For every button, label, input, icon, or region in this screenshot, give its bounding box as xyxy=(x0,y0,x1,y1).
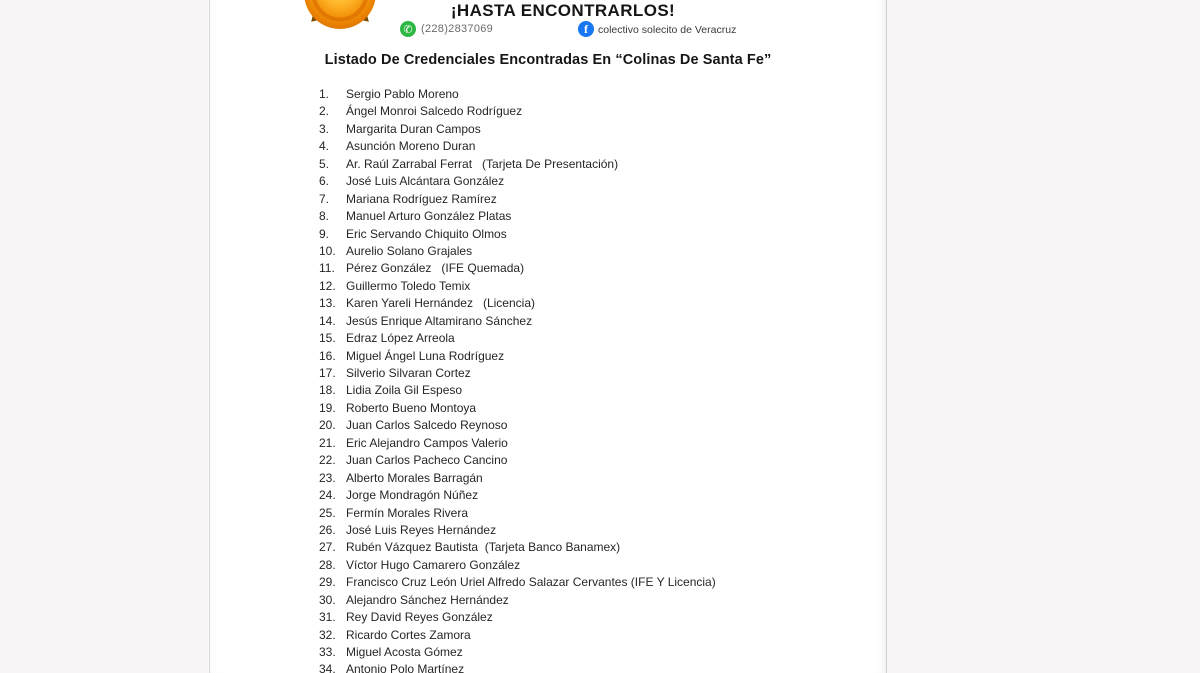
document-page xyxy=(209,0,887,673)
list-item-name: Miguel Ángel Luna Rodríguez xyxy=(346,348,505,363)
list-item-number: 28. xyxy=(319,557,336,572)
list-item xyxy=(319,121,716,138)
list-item xyxy=(319,644,716,661)
list-item-name: Juan Carlos Pacheco Cancino xyxy=(346,453,508,468)
list-item xyxy=(319,539,716,556)
list-item-number: 11. xyxy=(319,261,335,276)
list-item xyxy=(319,156,716,173)
list-item xyxy=(319,470,716,487)
list-item-name: Jorge Mondragón Núñez xyxy=(346,488,479,503)
whatsapp-phone: (228)2837069 xyxy=(421,23,494,35)
list-item xyxy=(319,313,716,330)
list-item-number: 10. xyxy=(319,243,336,258)
facebook-icon: f xyxy=(578,21,594,37)
list-item xyxy=(319,226,716,243)
list-item-number: 27. xyxy=(319,540,336,555)
list-item-name: Miguel Acosta Gómez xyxy=(346,645,463,659)
list-item-number: 6. xyxy=(319,174,330,189)
list-item-name: Juan Carlos Salcedo Reynoso xyxy=(346,418,508,433)
list-item-name: Rubén Vázquez Bautista (Tarjeta Banco Banamex) xyxy=(346,540,621,555)
list-item xyxy=(319,295,716,312)
list-item xyxy=(319,487,716,504)
list-item-name: Eric Servando Chiquito Olmos xyxy=(346,226,507,241)
list-item-number: 7. xyxy=(319,191,330,206)
list-item-name: José Luis Reyes Hernández xyxy=(346,522,497,537)
list-item-name: Víctor Hugo Camarero González xyxy=(346,557,521,572)
list-item-number: 34. xyxy=(319,662,336,673)
list-item xyxy=(319,330,716,347)
list-item-number: 24. xyxy=(319,488,336,503)
list-item-number: 4. xyxy=(319,139,330,154)
list-item-name: Rey David Reyes González xyxy=(346,610,493,625)
list-item-name: Aurelio Solano Grajales xyxy=(346,243,473,258)
list-item-number: 20. xyxy=(319,418,336,433)
list-item-number: 16. xyxy=(319,348,336,363)
list-item xyxy=(319,86,716,103)
whatsapp-icon: ✆ xyxy=(400,21,416,37)
list-item xyxy=(319,505,716,522)
list-item xyxy=(319,260,716,277)
list-item xyxy=(319,208,716,225)
list-item xyxy=(319,382,716,399)
list-item-name: Alejandro Sánchez Hernández xyxy=(346,592,509,607)
list-item-number: 17. xyxy=(319,366,336,380)
list-item-number: 19. xyxy=(319,400,336,415)
list-item-number: 12. xyxy=(319,278,336,293)
list-item-number: 31. xyxy=(319,610,336,625)
list-item-number: 30. xyxy=(319,592,336,607)
list-item xyxy=(319,435,716,452)
list-item xyxy=(319,592,716,609)
list-item xyxy=(319,661,716,673)
list-item-number: 21. xyxy=(319,435,336,450)
list-item xyxy=(319,574,716,591)
list-item-name: Jesús Enrique Altamirano Sánchez xyxy=(346,313,533,328)
list-item-name: José Luis Alcántara González xyxy=(346,174,505,189)
list-item-name: Roberto Bueno Montoya xyxy=(346,400,477,415)
list-item-number: 22. xyxy=(319,453,336,468)
credentials-list xyxy=(319,86,716,673)
list-item-name: Pérez González (IFE Quemada) xyxy=(346,261,525,276)
list-item-name: Guillermo Toledo Temix xyxy=(346,278,471,293)
list-item-name: Silverio Silvaran Cortez xyxy=(346,366,471,380)
list-item-number: 14. xyxy=(319,313,336,328)
list-item-name: Sergio Pablo Moreno xyxy=(346,87,459,101)
list-item-name: Karen Yareli Hernández (Licencia) xyxy=(346,296,535,311)
list-item-number: 3. xyxy=(319,121,330,136)
list-item xyxy=(319,365,716,382)
list-item-number: 25. xyxy=(319,505,336,520)
list-item-name: Antonio Polo Martínez xyxy=(346,662,465,673)
list-item xyxy=(319,138,716,155)
list-item xyxy=(319,557,716,574)
page-title: Listado De Credenciales Encontradas En “Colinas De Santa Fe” xyxy=(324,52,772,68)
list-item-name: Eric Alejandro Campos Valerio xyxy=(346,435,508,450)
list-item-name: Fermín Morales Rivera xyxy=(346,505,469,520)
list-item-name: Mariana Rodríguez Ramírez xyxy=(346,191,497,206)
list-item-name: Lidia Zoila Gil Espeso xyxy=(346,383,463,398)
list-item-number: 33. xyxy=(319,645,336,659)
list-item xyxy=(319,173,716,190)
slogan-text: ¡HASTA ENCONTRARLOS! xyxy=(450,1,676,20)
list-item-name: Asunción Moreno Duran xyxy=(346,139,476,154)
list-item xyxy=(319,103,716,120)
list-item-number: 32. xyxy=(319,627,336,642)
list-item xyxy=(319,348,716,365)
contact-row xyxy=(210,20,886,38)
list-item-number: 23. xyxy=(319,470,336,485)
facebook-label: colectivo solecito de Veracruz xyxy=(598,24,737,36)
list-item-name: Francisco Cruz León Uriel Alfredo Salazar Cervantes (IFE Y Licencia) xyxy=(346,575,716,590)
list-item-name: Margarita Duran Campos xyxy=(346,121,481,136)
list-item xyxy=(319,522,716,539)
list-item-name: Ángel Monroi Salcedo Rodríguez xyxy=(346,104,523,119)
list-item-number: 15. xyxy=(319,331,336,346)
list-item-number: 18. xyxy=(319,383,336,398)
list-item-number: 2. xyxy=(319,104,330,119)
list-item-name: Ar. Raúl Zarrabal Ferrat (Tarjeta De Presentación) xyxy=(346,156,619,171)
list-item-name: Edraz López Arreola xyxy=(346,331,455,346)
list-item xyxy=(319,243,716,260)
list-item xyxy=(319,417,716,434)
list-item-number: 29. xyxy=(319,575,336,590)
list-item xyxy=(319,400,716,417)
list-item-name: Ricardo Cortes Zamora xyxy=(346,627,471,642)
list-item xyxy=(319,609,716,626)
list-item-number: 5. xyxy=(319,156,330,171)
list-item xyxy=(319,278,716,295)
list-item xyxy=(319,452,716,469)
list-item-name: Alberto Morales Barragán xyxy=(346,470,483,485)
list-item-number: 9. xyxy=(319,226,330,241)
list-item xyxy=(319,627,716,644)
list-item-number: 8. xyxy=(319,209,330,224)
list-item xyxy=(319,191,716,208)
list-item-number: 1. xyxy=(319,87,330,101)
list-item-number: 13. xyxy=(319,296,336,311)
list-item-name: Manuel Arturo González Platas xyxy=(346,209,512,224)
list-item-number: 26. xyxy=(319,522,336,537)
